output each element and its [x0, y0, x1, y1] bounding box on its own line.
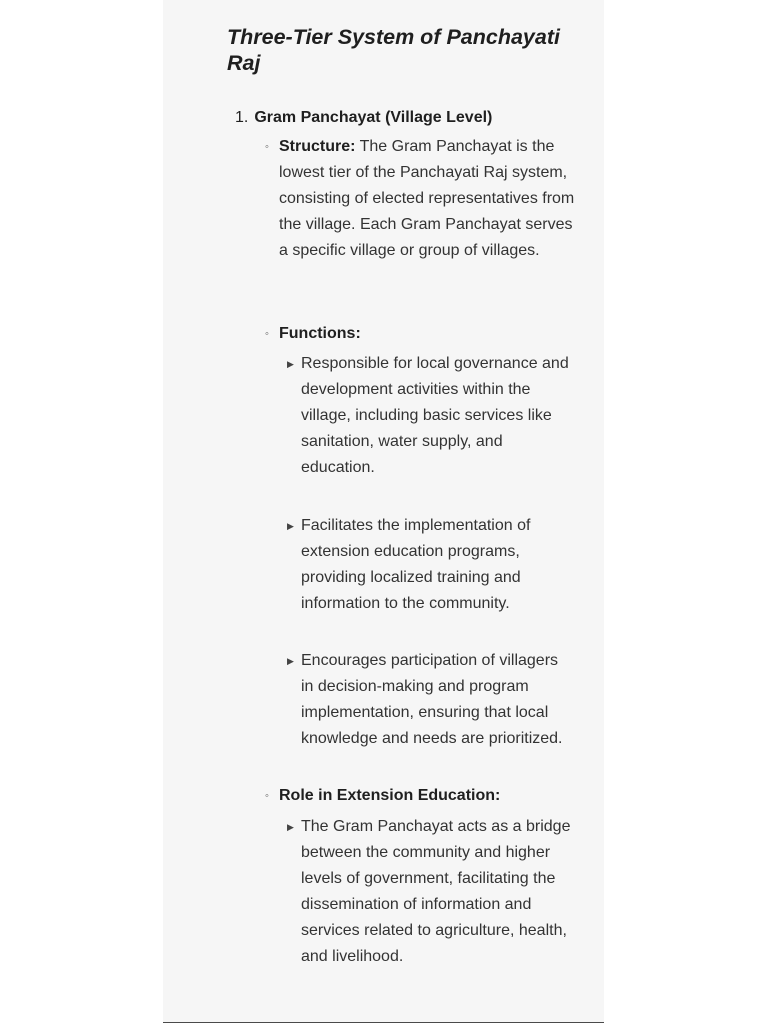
- role-body: [279, 783, 575, 809]
- function-item: [287, 351, 572, 481]
- triangle-bullet-icon: ▶: [287, 656, 294, 666]
- section-gram-panchayat: [235, 105, 595, 965]
- function-item-text: Encourages participation of villagers in decision-making and program implementation, ensuring that local knowledge and needs are prioritized.: [301, 652, 563, 747]
- circle-bullet-icon: ◦: [265, 328, 269, 340]
- section-heading: [235, 105, 595, 131]
- circle-bullet-icon: ◦: [265, 141, 269, 153]
- role-item: [265, 783, 575, 809]
- function-item-text: Responsible for local governance and development activities within the village, including basic services like sanitation, water supply, and education.: [301, 355, 569, 476]
- circle-bullet-icon: ◦: [265, 790, 269, 802]
- structure-label: Structure:: [279, 138, 356, 155]
- page-title: Three-Tier System of Panchayati Raj: [227, 25, 560, 75]
- structure-item: [265, 134, 575, 264]
- section-heading-text: Gram Panchayat (Village Level): [254, 109, 493, 126]
- functions-body: [279, 321, 575, 347]
- role-list-item: [287, 814, 572, 970]
- role-item-text: The Gram Panchayat acts as a bridge between the community and higher levels of government, facilitating the dissemination of information and services related to agriculture, health, and livelihood.: [301, 818, 571, 965]
- document-page: [163, 0, 604, 1023]
- section-number: 1.: [235, 109, 249, 126]
- structure-body: [279, 134, 575, 264]
- function-item: [287, 513, 572, 617]
- triangle-bullet-icon: ▶: [287, 822, 294, 832]
- structure-text: The Gram Panchayat is the lowest tier of the Panchayati Raj system, consisting of elected representatives from the village. Each Gram Panchayat serves a specific village or group of villages.: [279, 138, 575, 259]
- function-item-text: Facilitates the implementation of extension education programs, providing localized training and information to the community.: [301, 517, 531, 612]
- functions-item: [265, 321, 575, 347]
- function-item: [287, 648, 572, 752]
- triangle-bullet-icon: ▶: [287, 359, 294, 369]
- functions-label: Functions:: [279, 325, 361, 342]
- triangle-bullet-icon: ▶: [287, 521, 294, 531]
- role-label: Role in Extension Education:: [279, 787, 501, 804]
